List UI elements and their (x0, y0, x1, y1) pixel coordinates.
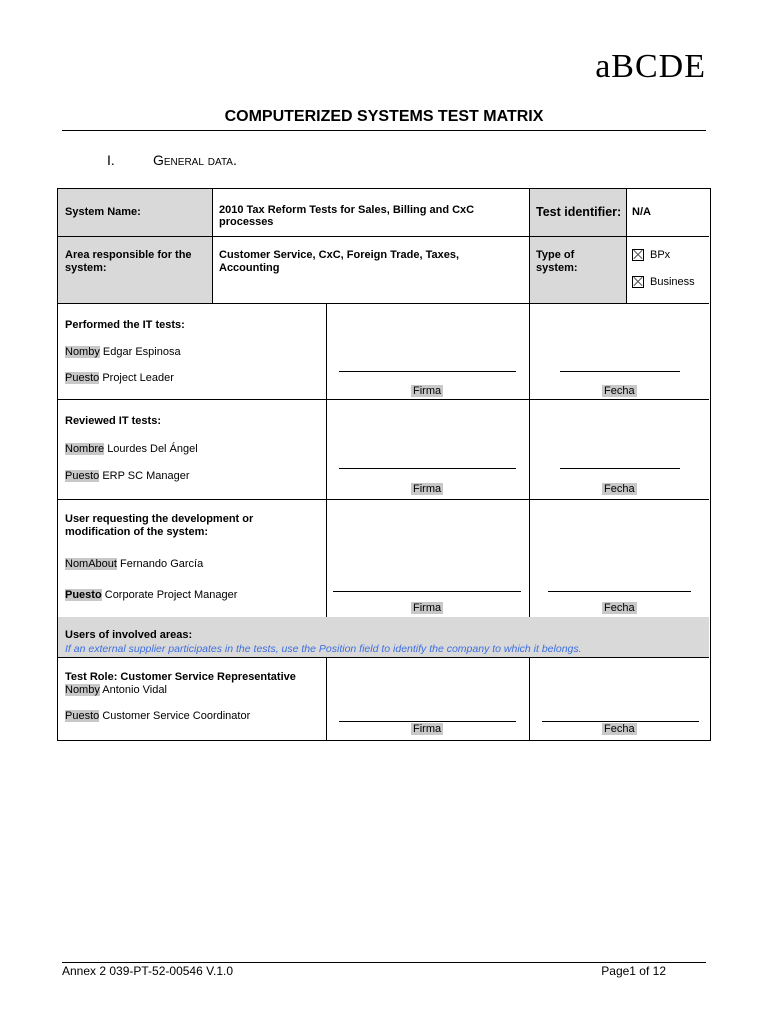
firma-label: Firma (413, 385, 442, 397)
requesting-user-heading: User requesting the development or modification of the system: (65, 513, 254, 538)
page-number: Page1 of 12 (601, 964, 666, 978)
fecha-label: Fecha (604, 483, 635, 495)
test-matrix-table (57, 188, 711, 741)
system-type-option-business[interactable]: Business (632, 276, 710, 288)
col-divider (529, 303, 530, 617)
fecha-label: Fecha (604, 602, 635, 614)
signature-line[interactable] (339, 468, 516, 469)
system-name-label: System Name: (65, 206, 141, 218)
signature-line[interactable] (339, 371, 516, 372)
users-involved-heading: Users of involved areas: (65, 629, 193, 641)
reviewed-name-row: Nombre Lourdes Del Ángel (65, 443, 198, 455)
row-divider (58, 399, 709, 400)
firma-label: Firma (413, 723, 442, 735)
performed-position-row: Puesto Project Leader (65, 372, 174, 384)
area-responsible-label: Area responsible for the system: (65, 249, 192, 274)
firma-label: Firma (413, 483, 442, 495)
fecha-label: Fecha (604, 723, 635, 735)
firma-label: Firma (413, 602, 442, 614)
date-line[interactable] (560, 468, 680, 469)
test-role-name-row: Nomby Antonio Vidal (65, 684, 167, 696)
system-type-label: Type of system: (536, 249, 578, 274)
test-identifier-value: N/A (632, 206, 651, 218)
section-number: I. (107, 152, 115, 168)
col-divider (212, 189, 213, 303)
requesting-name-row: NomAbout Fernando García (65, 558, 204, 570)
row-divider (58, 657, 709, 658)
system-name-value: 2010 Tax Reform Tests for Sales, Billing and CxC processes (219, 204, 475, 228)
test-role-position-row: Puesto Customer Service Coordinator (65, 710, 251, 722)
row-divider (58, 499, 709, 500)
test-role-heading: Test Role: Customer Service Representative (65, 671, 296, 683)
checked-box-icon[interactable] (632, 249, 644, 261)
fecha-label: Fecha (604, 385, 635, 397)
col-divider (326, 657, 327, 740)
reviewed-tests-heading: Reviewed IT tests: (65, 415, 161, 427)
reviewed-position-row: Puesto ERP SC Manager (65, 470, 190, 482)
performed-name-row: Nomby Edgar Espinosa (65, 346, 181, 358)
system-type-option-bpx[interactable]: BPx (632, 249, 710, 261)
section-label: General data. (153, 152, 237, 168)
document-title: COMPUTERIZED SYSTEMS TEST MATRIX (224, 108, 544, 125)
col-divider (529, 657, 530, 740)
col-divider (326, 303, 327, 617)
company-logo: aBCDE (595, 48, 706, 85)
requesting-position-row: Puesto Corporate Project Manager (65, 589, 238, 601)
area-responsible-value: Customer Service, CxC, Foreign Trade, Taxes, Accounting (219, 249, 460, 274)
col-divider (626, 189, 627, 303)
test-identifier-label: Test identifier: (536, 205, 622, 219)
date-line[interactable] (542, 721, 699, 722)
date-line[interactable] (560, 371, 680, 372)
external-supplier-note: If an external supplier participates in the tests, use the Position field to identify the company to which it belongs. (65, 643, 582, 655)
performed-tests-heading: Performed the IT tests: (65, 319, 185, 331)
col-divider (529, 189, 530, 303)
row-divider (58, 303, 709, 304)
document-code: Annex 2 039-PT-52-00546 V.1.0 (62, 964, 234, 978)
row-divider (58, 236, 709, 237)
date-line[interactable] (548, 591, 691, 592)
section-heading (107, 152, 237, 168)
checked-box-icon[interactable] (632, 276, 644, 288)
title-divider (62, 130, 706, 131)
footer-divider (62, 962, 706, 963)
signature-line[interactable] (333, 591, 521, 592)
signature-line[interactable] (339, 721, 516, 722)
